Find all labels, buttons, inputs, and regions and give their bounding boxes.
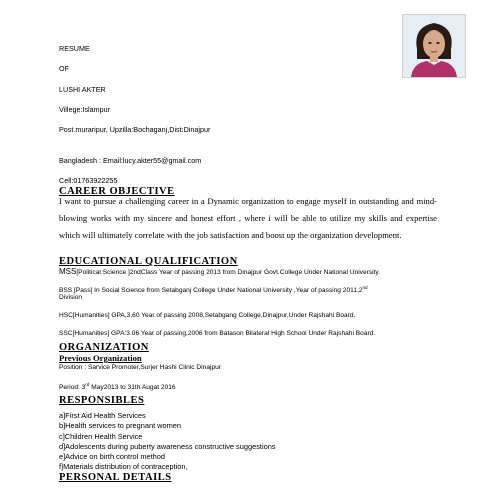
- address-post: Post.muraripur, Upzilla:Bochaganj,Dist:Dinajpur: [59, 125, 211, 134]
- profile-photo: [402, 14, 466, 78]
- education-mss: [59, 267, 380, 276]
- mss-detail: [Political Science ]2ndClass Year of passing 2013 from Dinajpur Govt.College Under National University.: [76, 269, 381, 276]
- education-heading: EDUCATIONAL QUALIFICATION: [59, 256, 238, 267]
- address-village: Villege:Islampur: [59, 105, 111, 114]
- education-bss: [59, 285, 368, 294]
- period-start: Period: 3: [59, 384, 86, 392]
- resume-of: OF: [59, 64, 69, 73]
- applicant-name: LUSHI AKTER: [59, 85, 106, 94]
- organization-heading: ORGANIZATION: [59, 342, 149, 353]
- previous-organization-subheading: Previous Organization: [59, 353, 142, 363]
- organization-period: [59, 382, 176, 391]
- country-email: Bangladesh : Email:lucy.akter55@gmail.com: [59, 156, 202, 165]
- cell-number: Cell:01763922255: [59, 176, 118, 185]
- list-item: f]Materials distribution of contraception,: [59, 462, 188, 472]
- mss-prefix: MSS: [59, 267, 77, 276]
- education-bss-division: Division: [59, 294, 83, 301]
- resume-title: RESUME: [59, 44, 90, 53]
- education-ssc: SSC[Humanities] GPA:3.06 Year of passing,2006 from Batason Bilateral High School Under Rajshahi Board.: [59, 330, 376, 337]
- responsibles-heading: RESPONSIBLES: [59, 395, 145, 406]
- list-item: a]First Aid Health Services: [59, 411, 146, 420]
- education-hsc: HSC[Humanities] GPA,3.60 Year of passing 2008,Setabgang College,Dinajpur,Under Rajshahi Board.: [59, 312, 356, 319]
- personal-details-heading: PERSONAL DETAILS: [59, 472, 172, 483]
- list-item: d]Adolescents during puberty awareness constructive suggestions: [59, 441, 276, 451]
- bss-sup: nd: [362, 285, 368, 290]
- period-end: May2013 to 31th Augat 2016: [89, 384, 176, 392]
- list-item: b]Health services to pregnant women: [59, 421, 182, 431]
- period-sup: rd: [85, 382, 90, 387]
- career-objective-heading: CAREER OBJECTIVE: [59, 186, 175, 197]
- list-item: c]Children Health Service: [59, 431, 143, 441]
- organization-position: Position : Sarvice Promoter,Surjer Hashi Clinic Dinajpur: [59, 364, 221, 371]
- list-item: e]Advice on birth control method: [59, 452, 165, 462]
- bss-line1: BSS [Pass] In Social Science from Setabganj College Under National University ,Year of passing 2011,2: [59, 287, 363, 295]
- career-objective-text: I want to pursue a challenging career in a Dynamic organization to engage myself in outstanding and mind-blowing works with my sincere and honest effort , where i will be able to utilize my skills and expertise which will ultimately correlate with the job satisfaction and boost up the organization development.: [59, 196, 437, 240]
- responsibles-list: [59, 411, 276, 473]
